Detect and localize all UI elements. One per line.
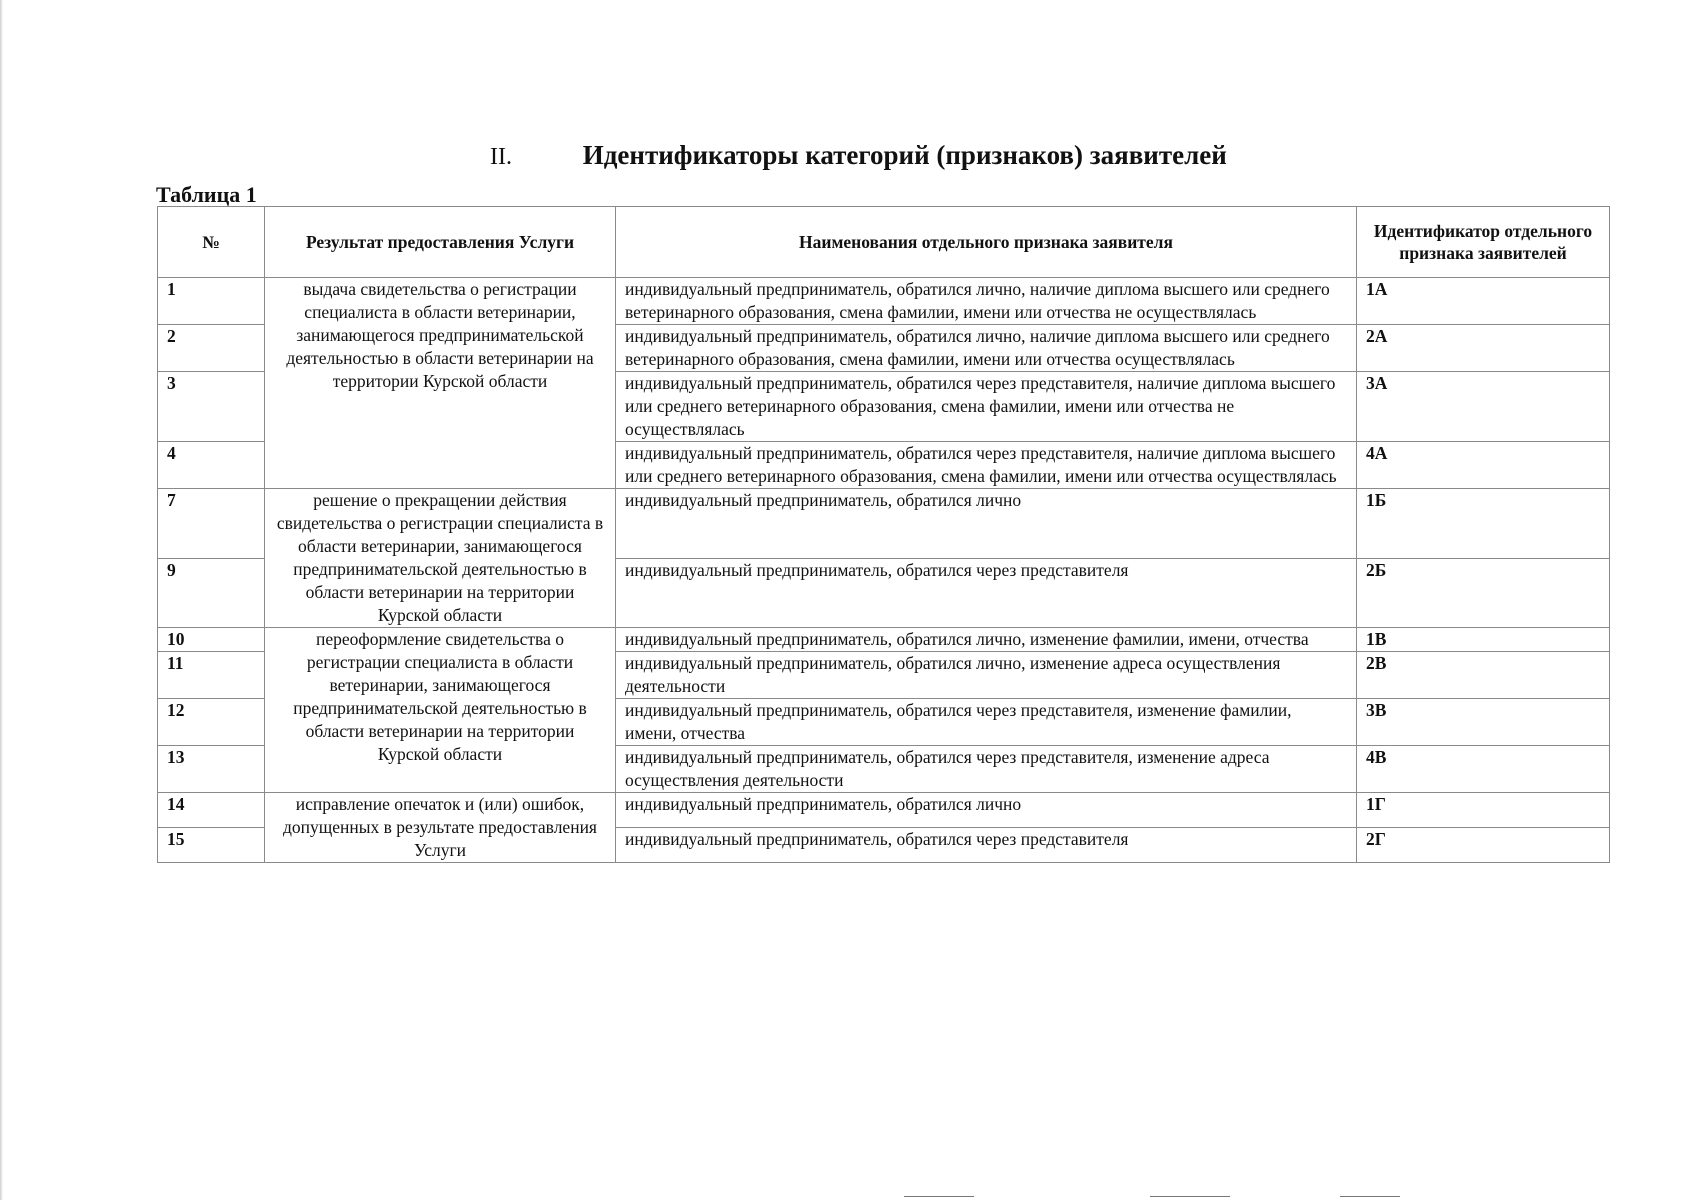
applicant-feature: индивидуальный предприниматель, обратился через представителя, изменение фамилии, имени, отчества xyxy=(616,699,1357,746)
applicant-feature: индивидуальный предприниматель, обратился лично, наличие диплома высшего или среднего ветеринарного образования, смена фамилии, имени или отчества осуществлялась xyxy=(616,325,1357,372)
feature-code: 2В xyxy=(1357,652,1610,699)
feature-code: 1В xyxy=(1357,628,1610,652)
table-row xyxy=(158,489,1610,559)
feature-code: 2Б xyxy=(1357,558,1610,628)
table-row xyxy=(158,793,1610,828)
applicant-feature: индивидуальный предприниматель, обратился через представителя, изменение адреса осуществления деятельности xyxy=(616,746,1357,793)
feature-code: 3А xyxy=(1357,372,1610,442)
feature-code: 3В xyxy=(1357,699,1610,746)
applicant-feature: индивидуальный предприниматель, обратился лично xyxy=(616,489,1357,559)
applicant-feature: индивидуальный предприниматель, обратился через представителя xyxy=(616,558,1357,628)
header-name: Наименования отдельного признака заявителя xyxy=(616,207,1357,278)
header-code: Идентификатор отдельного признака заявителей xyxy=(1357,207,1610,278)
header-num: № xyxy=(158,207,265,278)
row-number: 9 xyxy=(158,558,265,628)
scan-mark xyxy=(1150,1196,1230,1197)
table-caption: Таблица 1 xyxy=(156,182,257,207)
applicant-feature: индивидуальный предприниматель, обратился через представителя xyxy=(616,828,1357,863)
feature-code: 2А xyxy=(1357,325,1610,372)
applicant-feature: индивидуальный предприниматель, обратился лично, изменение фамилии, имени, отчества xyxy=(616,628,1357,652)
row-number: 12 xyxy=(158,699,265,746)
scan-mark xyxy=(1340,1196,1400,1197)
result-cell: переоформление свидетельства о регистрации специалиста в области ветеринарии, занимающегося предпринимательской деятельностью в области ветеринарии на территории Курской области xyxy=(265,628,616,793)
section-number: II. xyxy=(490,144,512,170)
table-row xyxy=(158,278,1610,325)
identifiers-table xyxy=(157,206,1610,863)
page-edge-shadow xyxy=(0,0,3,1200)
feature-code: 4А xyxy=(1357,442,1610,489)
table-header-row xyxy=(158,207,1610,278)
applicant-feature: индивидуальный предприниматель, обратился лично, наличие диплома высшего или среднего ветеринарного образования, смена фамилии, имени или отчества не осуществлялась xyxy=(616,278,1357,325)
row-number: 10 xyxy=(158,628,265,652)
section-title: Идентификаторы категорий (признаков) заявителей xyxy=(582,140,1227,170)
row-number: 11 xyxy=(158,652,265,699)
feature-code: 1Б xyxy=(1357,489,1610,559)
section-heading xyxy=(490,140,1390,171)
result-cell: решение о прекращении действия свидетельства о регистрации специалиста в области ветеринарии, занимающегося предпринимательской деятельностью в области ветеринарии на территории Курской области xyxy=(265,489,616,628)
row-number: 13 xyxy=(158,746,265,793)
applicant-feature: индивидуальный предприниматель, обратился лично, изменение адреса осуществления деятельности xyxy=(616,652,1357,699)
result-cell: исправление опечаток и (или) ошибок, допущенных в результате предоставления Услуги xyxy=(265,793,616,863)
applicant-feature: индивидуальный предприниматель, обратился лично xyxy=(616,793,1357,828)
feature-code: 1Г xyxy=(1357,793,1610,828)
header-result: Результат предоставления Услуги xyxy=(265,207,616,278)
feature-code: 4В xyxy=(1357,746,1610,793)
feature-code: 2Г xyxy=(1357,828,1610,863)
scan-mark xyxy=(904,1196,974,1197)
table-row xyxy=(158,628,1610,652)
row-number: 1 xyxy=(158,278,265,325)
row-number: 7 xyxy=(158,489,265,559)
row-number: 15 xyxy=(158,828,265,863)
row-number: 4 xyxy=(158,442,265,489)
row-number: 2 xyxy=(158,325,265,372)
applicant-feature: индивидуальный предприниматель, обратился через представителя, наличие диплома высшего или среднего ветеринарного образования, смена фамилии, имени или отчества осуществлялась xyxy=(616,442,1357,489)
row-number: 14 xyxy=(158,793,265,828)
result-cell: выдача свидетельства о регистрации специалиста в области ветеринарии, занимающегося предпринимательской деятельностью в области ветеринарии на территории Курской области xyxy=(265,278,616,489)
applicant-feature: индивидуальный предприниматель, обратился через представителя, наличие диплома высшего или среднего ветеринарного образования, смена фамилии, имени или отчества не осуществлялась xyxy=(616,372,1357,442)
feature-code: 1А xyxy=(1357,278,1610,325)
row-number: 3 xyxy=(158,372,265,442)
